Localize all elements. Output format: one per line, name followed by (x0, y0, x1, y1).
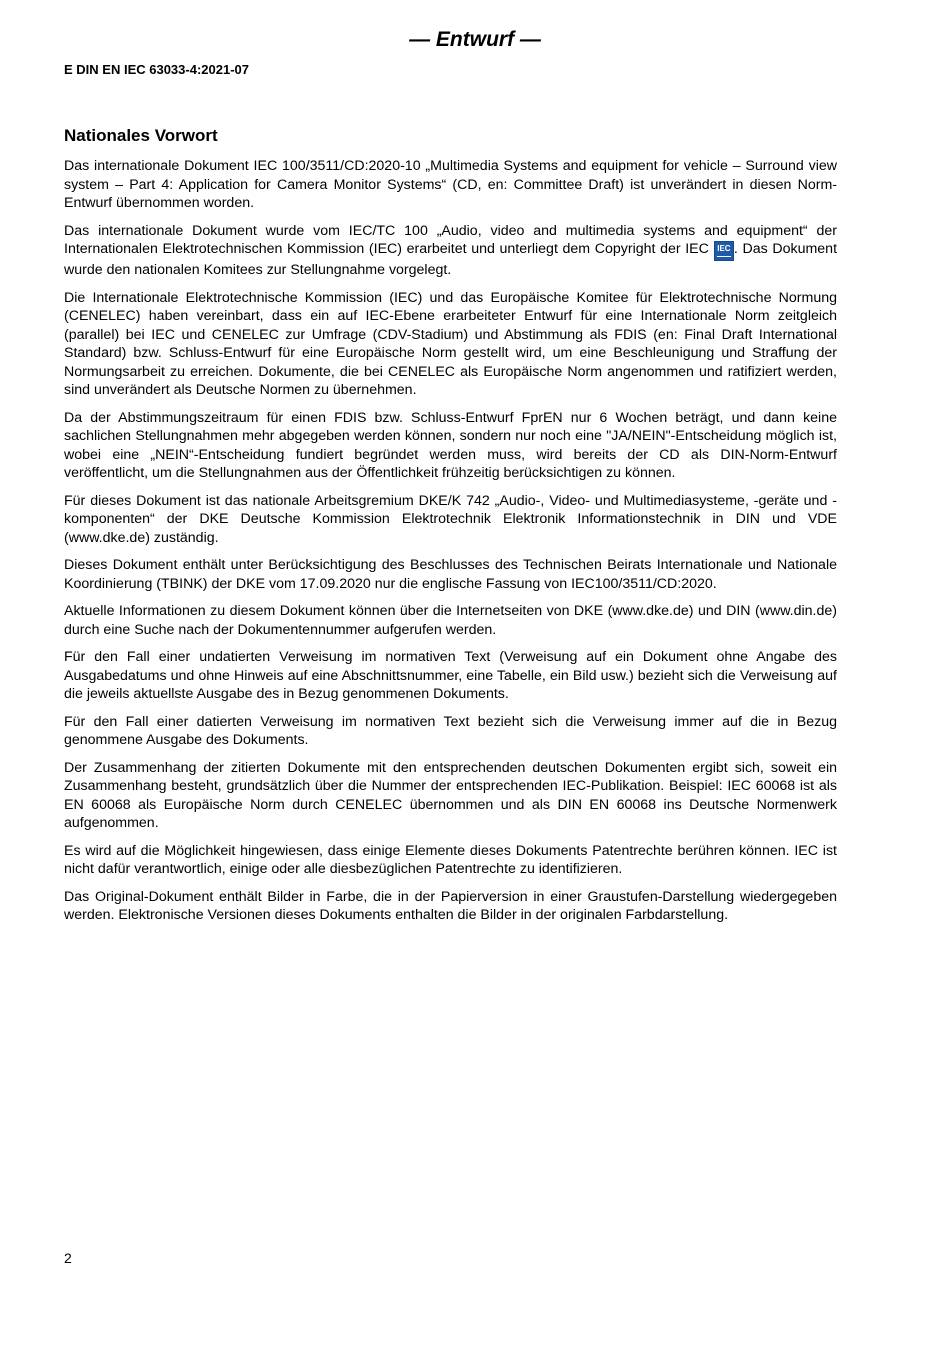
iec-logo-icon: IEC (714, 241, 734, 261)
paragraph-2-text-after-logo: . Das Dokument wurde den nationalen Komitees zur Stellungnahme vorgelegt. (64, 241, 838, 278)
paragraph-7: Aktuelle Informationen zu diesem Dokument können über die Internetseiten von DKE (www.dke.de) und DIN (www.din.de) durch eine Suche nach der Dokumentennummer aufgerufen werden. (64, 603, 837, 638)
paragraph-6: Dieses Dokument enthält unter Berücksichtigung des Beschlusses des Technischen Beirats Internationale und Nationale Koordinierung (TBINK) der DKE vom 17.09.2020 nur die englische Fassung von IEC100/3511/CD:2020. (64, 557, 837, 592)
paragraph-3: Die Internationale Elektrotechnische Kommission (IEC) und das Europäische Komitee für Elektrotechnische Normung (CENELEC) haben vereinbart, dass ein auf IEC-Ebene erarbeiteter Entwurf für eine Internationale Norm zeitgleich (parallel) bei IEC und CENELEC zur Umfrage (CDV-Stadium) und Abstimmung als FDIS (en: Final Draft International Standard) bzw. Schluss-Entwurf für eine Europäische Norm gestellt wird, um eine Beschleunigung und Straffung der Normungsarbeit zu erreichen. Dokumente, die bei CENELEC als Europäische Norm angenommen und ratifiziert werden, sind unverändert als Deutsche Normen zu übernehmen. (64, 289, 837, 398)
paragraph-10: Der Zusammenhang der zitierten Dokumente mit den entsprechenden deutschen Dokumenten ergibt sich, soweit ein Zusammenhang besteht, grundsätzlich über die Nummer der entsprechenden IEC-Publikation. Beispiel: IEC 60068 ist als EN 60068 als Europäische Norm durch CENELEC übernommen und als DIN EN 60068 ins Deutsche Normenwerk aufgenommen. (64, 759, 837, 831)
document-id: E DIN EN IEC 63033-4:2021-07 (64, 62, 249, 77)
paragraph-11: Es wird auf die Möglichkeit hingewiesen, dass einige Elemente dieses Dokuments Patentrechte berühren können. IEC ist nicht dafür verantwortlich, einige oder alle diesbezüglichen Patentrechte zu identifizieren. (64, 842, 837, 877)
page-number: 2 (64, 1250, 72, 1266)
document-body (64, 126, 837, 934)
paragraph-2 (64, 222, 837, 280)
paragraph-8: Für den Fall einer undatierten Verweisung im normativen Text (Verweisung auf ein Dokument ohne Angabe des Ausgabedatums und ohne Hinweis auf eine Abschnittsnummer, eine Tabelle, ein Bild usw.) bezieht sich die Verweisung auf die jeweils aktuellste Ausgabe des in Bezug genommenen Dokuments. (64, 649, 837, 702)
paragraph-12: Das Original-Dokument enthält Bilder in Farbe, die in der Papierversion in einer Graustufen-Darstellung wiedergegeben werden. Elektronische Versionen dieses Dokuments enthalten die Bilder in der originalen Farbdarstellung. (64, 888, 837, 923)
paragraph-1: Das internationale Dokument IEC 100/3511/CD:2020-10 „Multimedia Systems and equipment for vehicle – Surround view system – Part 4: Application for Camera Monitor Systems“ (CD, en: Committee Draft) ist unverändert in diesen Norm-Entwurf übernommen worden. (64, 158, 837, 211)
paragraph-2-text-before-logo: Das internationale Dokument wurde vom IEC/TC 100 „Audio, video and multimedia systems and equipment“ der Internationalen Elektrotechnischen Kommission (IEC) erarbeitet und unterliegt dem Copyright der IEC (64, 222, 837, 257)
paragraph-5: Für dieses Dokument ist das nationale Arbeitsgremium DKE/K 742 „Audio-, Video- und Multimediasysteme, -geräte und -komponenten“ der DKE Deutsche Kommission Elektrotechnik Elektronik Informationstechnik in DIN und VDE (www.dke.de) zuständig. (64, 492, 837, 546)
section-title: Nationales Vorwort (64, 126, 218, 145)
paragraph-4: Da der Abstimmungszeitraum für einen FDIS bzw. Schluss-Entwurf FprEN nur 6 Wochen beträgt, und dann keine sachlichen Stellungnahmen mehr abgegeben werden können, sondern nur noch eine "JA/NEIN"-Entscheidung möglich ist, wobei eine „NEIN“-Entscheidung fundiert begründet werden muss, wird bereits der CD als DIN-Norm-Entwurf veröffentlicht, um die Stellungnahmen aus der Öffentlichkeit frühzeitig berücksichtigen zu können. (64, 409, 837, 481)
paragraph-9: Für den Fall einer datierten Verweisung im normativen Text bezieht sich die Verweisung immer auf die in Bezug genommene Ausgabe des Dokuments. (64, 713, 837, 748)
draft-banner: — Entwurf — (409, 28, 541, 51)
